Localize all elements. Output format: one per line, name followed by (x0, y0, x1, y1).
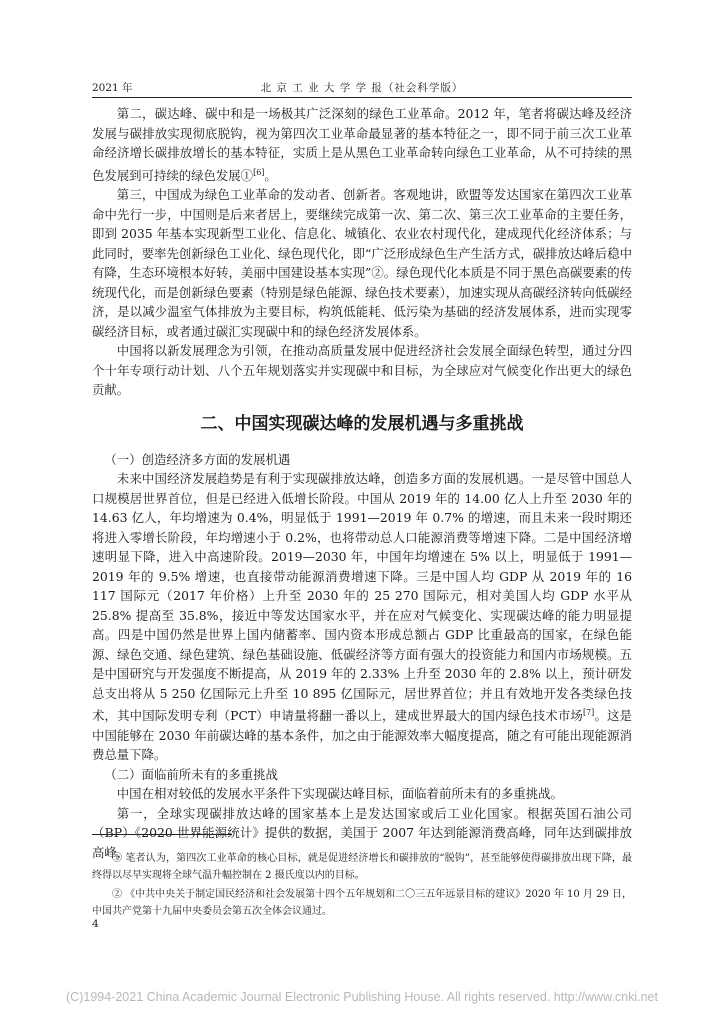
paragraph-text: 第二，碳达峰、碳中和是一场极其广泛深刻的绿色工业革命。2012 年，笔者将碳达峰及经济发展与碳排放实现彻底脱钩，视为第四次工业革命最显著的基本特征之一，即不同于前三次工业革命经济增长碳排放增长的基本特征，实质上是从黑色工业革命转向绿色工业革命，从不可持续的黑色发展到可持续的绿色发展① (92, 106, 632, 183)
footnotes (92, 850, 632, 922)
paragraph: 中国在相对较低的发展水平条件下实现碳达峰目标，面临着前所未有的多重挑战。 (116, 786, 563, 802)
subsection-heading: （一）创造经济多方面的发展机遇 (104, 451, 291, 467)
paragraph: 第三，中国成为绿色工业革命的发动者、创新者。客观地讲，欧盟等发达国家在第四次工业革命中先行一步，中国则是后来者居上，要继续完成第一次、第二次、第三次工业革命的主要任务，即到 2035 年基本实现新型工业化、信息化、城镇化、农业农村现代化，建成现代化经济体系；与此同时，要率先创新绿色工业化、绿色现代化，即“广泛形成绿色生产生活方式，碳排放达峰后稳中有降，生态环境根本好转，美丽中国建设基本实现”②。绿色现代化本质是不同于黑色高碳要素的传统现代化，而是创新绿色要素（特别是绿色能源、绿色技术要素），加速实现从高碳经济转向低碳经济，是以减少温室气体排放为主要目标，构筑低能耗、低污染为基础的经济发展体系，进而实现零碳经济目标，或者通过碳汇实现碳中和的绿色经济发展体系。 (92, 187, 632, 339)
header-journal-title: 北 京 工 业 大 学 学 报（社会科学版） (260, 82, 464, 94)
footnote: ② 《中共中央关于制定国民经济和社会发展第十四个五年规划和二〇三五年远景目标的建议》2020 年 10 月 29 日，中国共产党第十九届中央委员会第五次全体会议通过。 (92, 889, 632, 917)
page-number: 4 (92, 918, 99, 930)
paragraph: 中国将以新发展理念为引领，在推动高质量发展中促进经济社会发展全面绿色转型，通过分四个十年专项行动计划、八个五年规划落实并实现碳中和目标，为全球应对气候变化作出更大的绿色贡献。 (92, 343, 632, 398)
paragraph (92, 469, 632, 765)
citation-ref: [6] (253, 167, 265, 177)
subsection-heading: （二）面临前所未有的多重挑战 (104, 766, 278, 782)
paragraph: 第一，全球实现碳排放达峰的国家基本上是发达国家或后工业化国家。根据英国石油公司（BP）《2020 世界能源统计》提供的数据，美国于 2007 年达到能源消费高峰，同年达到碳排放高峰， (92, 805, 632, 860)
section-heading: 二、中国实现碳达峰的发展机遇与多重挑战 (200, 413, 524, 434)
footnote-divider (92, 834, 232, 835)
citation-ref: [7] (582, 708, 595, 718)
paragraph: 第二，碳达峰、碳中和是一场极其广泛深刻的绿色工业革命。2012 年，笔者将碳达峰及经济发展与碳排放实现彻底脱钩，视为第四次工业革命最显著的基本特征之一，即不同于前三次工业革命经济增长碳排放增长的基本特征，实质上是从黑色工业革命转向绿色工业革命，从不可持续的黑色发展到可持续的绿色发展①[6]。 (92, 106, 632, 183)
header-divider (92, 97, 632, 98)
paragraph-text: 未来中国经济发展趋势是有利于实现碳排放达峰，创造多方面的发展机遇。一是尽管中国总人口规模居世界首位，但是已经进入低增长阶段。中国从 2019 年的 14.00 亿人上升至 2030 年的 14.63 亿人，年均增速为 0.4%，明显低于 1991—2019 年 0.7% 的增速，而且未来一段时期还将进入零增长阶段，年均增速小于 0.2%，也将带动总人口能源消费等增速下降。二是中国经济增速明显下降，进入中高速阶段。2019—2030 年，中国年均增速在 5% 以上，明显低于 1991—2019 年的 9.5% 增速，也直接带动能源消费增速下降。三是中国人均 GDP 从 2019 年的 16 117 国际元（2017 年价格）上升至 2030 年的 25 270 国际元，相对美国人均 GDP 水平从 25.8% 提高至 35.8%，接近中等发达国家水平，并在应对气候变化、实现碳达峰的能力明显提高。四是中国仍然是世界上国内储蓄率、国内资本形成总额占 GDP 比重最高的国家，在绿色能源、绿色交通、绿色建筑、绿色基础设施、低碳经济等方面有强大的投资能力和国内市场规模。五是中国研究与开发强度不断提高，从 2019 年的 2.33% 上升至 2030 年的 2.8% 以上，预计研发总支出将从 5 250 亿国际元上升至 10 895 亿国际元，居世界首位；并且有效地开发各类绿色技术，其中国际发明专利（PCT）申请量将翻一番以上，建成世界最大的国内绿色技术市场 (92, 471, 632, 724)
paragraph-text: 。这是中国能够在 2030 年前碳达峰的基本条件，加之由于能源效率大幅度提高，随之有可能出现能源消费总量下降。 (92, 708, 632, 763)
footnote: ① 笔者认为，第四次工业革命的核心目标，就是促进经济增长和碳排放的“脱钩”，甚至能够使得碳排放出现下降，最终得以尽早实现将全球气温升幅控制在 2 摄氏度以内的目标。 (92, 853, 632, 881)
copyright-watermark: (C)1994-2021 China Academic Journal Electronic Publishing House. All rights reserved. http://www.cnki.net (66, 990, 658, 1004)
header-year: 2021 年 (92, 82, 133, 94)
article-body (92, 104, 632, 862)
running-header (92, 80, 632, 96)
